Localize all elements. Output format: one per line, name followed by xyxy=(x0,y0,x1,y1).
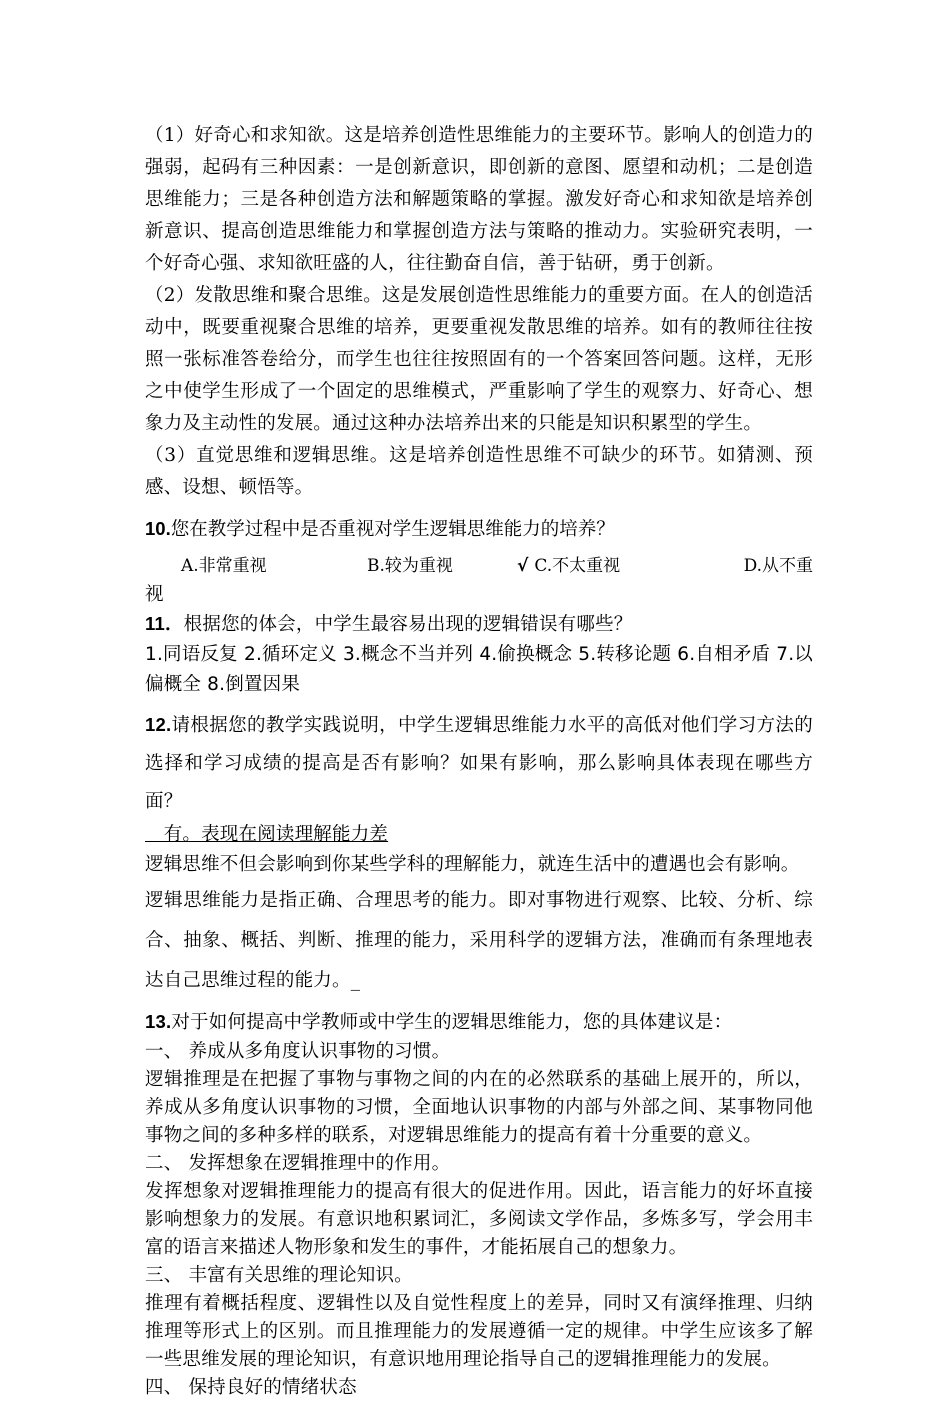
question-12-answer-1: 逻辑思维不但会影响到你某些学科的理解能力，就连生活中的遭遇也会有影响。 xyxy=(145,854,800,875)
question-10 xyxy=(145,514,813,545)
question-11-text: 根据您的体会，中学生最容易出现的逻辑错误有哪些？ xyxy=(183,614,633,635)
option-d-wrap: 视 xyxy=(145,584,164,605)
suggestion-heading-1: 一、 养成从多角度认识事物的习惯。 xyxy=(145,1041,451,1062)
question-10-text: 您在教学过程中是否重视对学生逻辑思维能力的培养？ xyxy=(170,519,615,540)
option-c-label: C.不太重视 xyxy=(534,556,621,576)
suggestion-body-1: 逻辑推理是在把握了事物与事物之间的内在的必然联系的基础上展开的，所以，养成从多角度认识事物的习惯，全面地认识事物的内部与外部之间、某事物同他事物之间的多种多样的联系，对逻辑思维能力的提高有着十分重要的意义。 xyxy=(145,1069,813,1146)
suggestion-heading-2: 二、 发挥想象在逻辑推理中的作用。 xyxy=(145,1153,451,1174)
suggestion-heading-4: 四、 保持良好的情绪状态 xyxy=(145,1377,357,1398)
option-b: B.较为重视 xyxy=(367,556,453,576)
option-a: A.非常重视 xyxy=(181,556,267,576)
intro-paragraph-1: （1）好奇心和求知欲。这是培养创造性思维能力的主要环节。影响人的创造力的强弱，起码有三种因素：一是创新意识，即创新的意图、愿望和动机；二是创造思维能力；三是各种创造方法和解题策略的掌握。激发好奇心和求知欲是培养创新意识、提高创造思维能力和掌握创造方法与策略的推动力。实验研究表明，一个好奇心强、求知欲旺盛的人，往往勤奋自信，善于钻研，勇于创新。 xyxy=(145,125,813,274)
question-11-answer: 1.同语反复 2.循环定义 3.概念不当并列 4.偷换概念 5.转移论题 6.自相矛盾 7.以偏概全 8.倒置因果 xyxy=(145,644,813,695)
question-13-number: 13. xyxy=(145,1011,172,1032)
intro-paragraph-2: （2）发散思维和聚合思维。这是发展创造性思维能力的重要方面。在人的创造活动中，既要重视聚合思维的培养，更要重视发散思维的培养。如有的教师往往按照一张标准答卷给分，而学生也往往按照固有的一个答案回答问题。这样，无形之中使学生形成了一个固定的思维模式，严重影响了学生的观察力、好奇心、想象力及主动性的发展。通过这种办法培养出来的只能是知识积累型的学生。 xyxy=(145,285,813,434)
document-page xyxy=(145,120,813,1402)
question-12-text: 请根据您的教学实践说明，中学生逻辑思维能力水平的高低对他们学习方法的选择和学习成绩的提高是否有影响？如果有影响，那么影响具体表现在哪些方面？ xyxy=(145,715,813,812)
question-10-options xyxy=(145,551,813,581)
suggestion-body-3: 推理有着概括程度、逻辑性以及自觉性程度上的差异，同时又有演绎推理、归纳推理等形式上的区别。而且推理能力的发展遵循一定的规律。中学生应该多了解一些思维发展的理论知识，有意识地用理论指导自己的逻辑推理能力的发展。 xyxy=(145,1293,813,1370)
question-13-text: 对于如何提高中学教师或中学生的逻辑思维能力，您的具体建议是： xyxy=(171,1012,733,1033)
question-11 xyxy=(145,609,813,640)
question-12-answer-2: 逻辑思维能力是指正确、合理思考的能力。即对事物进行观察、比较、分析、综合、抽象、概括、判断、推理的能力，采用科学的逻辑方法，准确而有条理地表达自己思维过程的能力。_ xyxy=(145,890,813,991)
question-12-answer-lead: 有。表现在阅读理解能力差 xyxy=(145,824,389,845)
question-13 xyxy=(145,1007,813,1038)
question-12-number: 12. xyxy=(145,714,172,735)
question-11-number: 11． xyxy=(145,613,184,634)
option-d: D.从不重 xyxy=(743,556,813,576)
suggestion-body-2: 发挥想象对逻辑推理能力的提高有很大的促进作用。因此，语言能力的好坏直接影响想象力的发展。有意识地积累词汇，多阅读文学作品，多炼多写，学会用丰富的语言来描述人物形象和发生的事件，才能拓展自己的想象力。 xyxy=(145,1181,813,1258)
intro-paragraph-3: （3）直觉思维和逻辑思维。这是培养创造性思维不可缺少的环节。如猜测、预感、设想、顿悟等。 xyxy=(145,445,813,498)
option-c xyxy=(517,551,703,581)
question-12 xyxy=(145,706,813,821)
checkmark-icon: √ xyxy=(517,556,529,576)
suggestion-heading-3: 三、 丰富有关思维的理论知识。 xyxy=(145,1265,413,1286)
question-10-number: 10. xyxy=(145,518,171,539)
